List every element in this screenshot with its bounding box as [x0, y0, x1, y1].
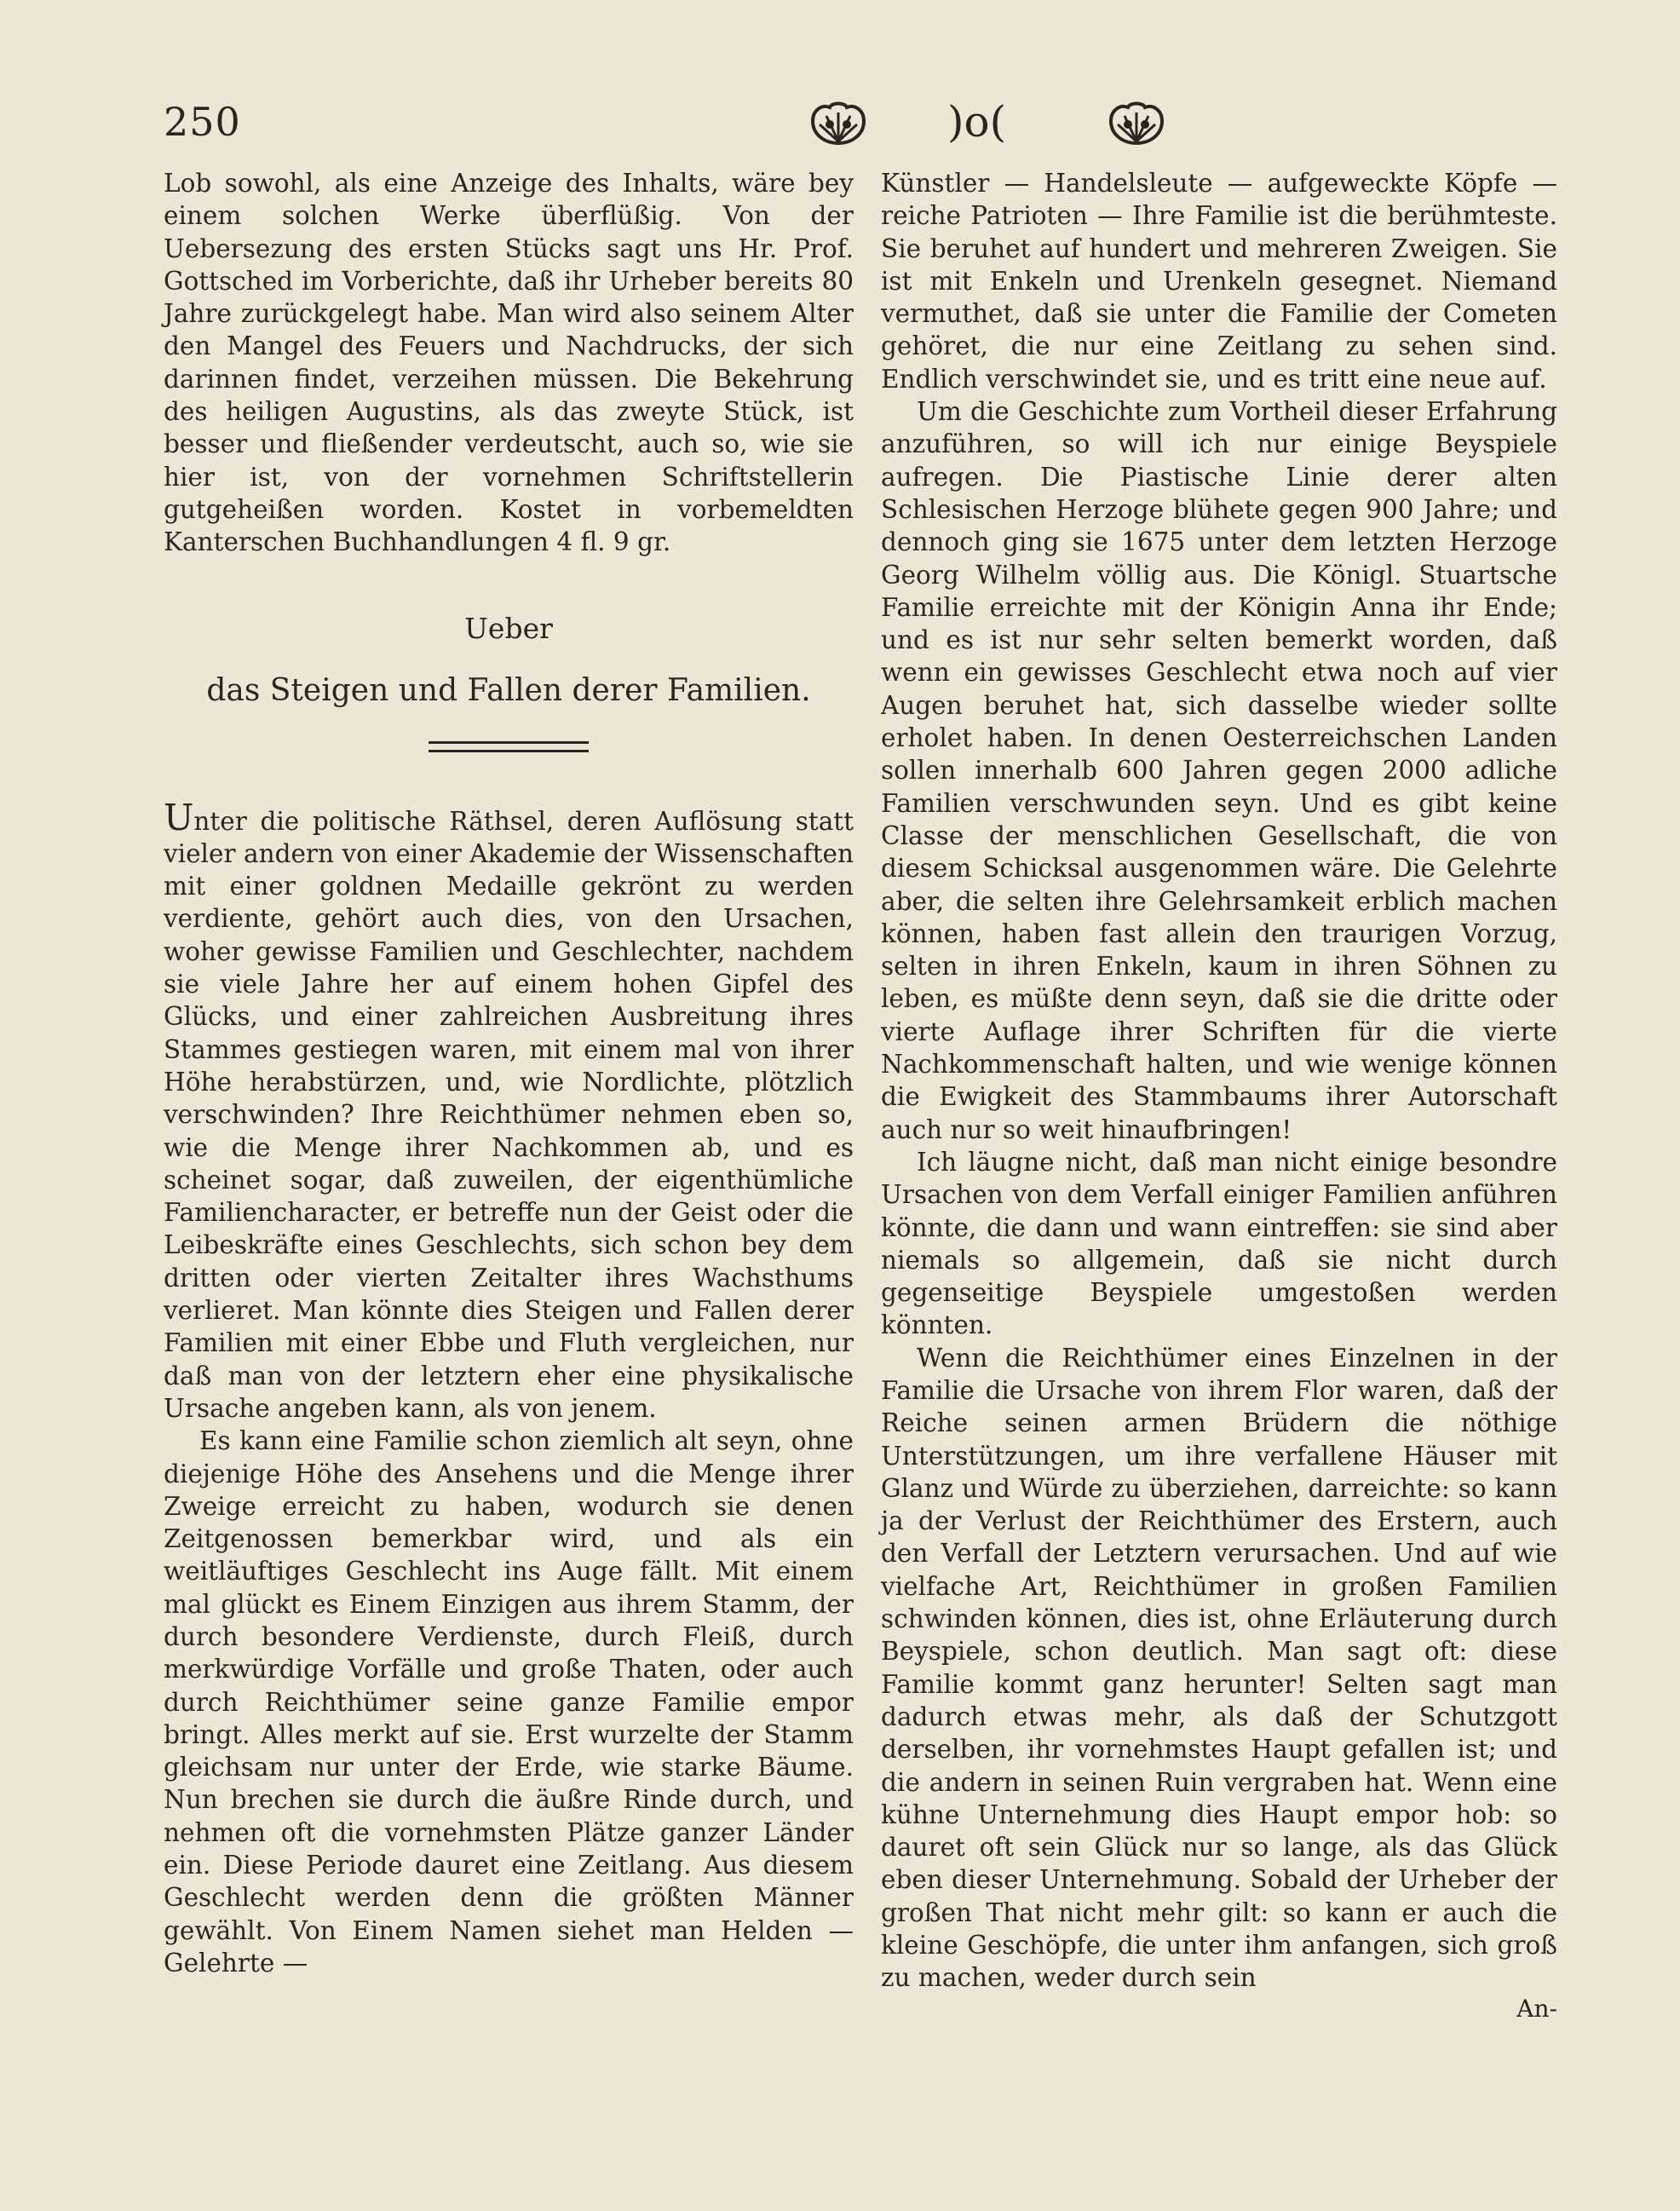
paragraph-wealth: Wenn die Reichthümer eines Einzelnen in der Familie die Ursache von ihrem Flor waren, daß der Reiche seinen armen Brüdern die nöthige Unterstützungen, um ihre verfallene Häuser mit Glanz und Würde zu überziehen, darreichte: so kann ja der Verlust der Reichthümer des Erstern, auch den Verfall der Letztern verursachen. Und auf wie vielfache Art, Reichthümer in großen Familien schwinden können, dies ist, ohne Erläuterung durch Beyspiele, schon deutlich. Man sagt oft: diese Familie kommt ganz herunter! Selten sagt man dadurch etwas mehr, als daß der Schutzgott derselben, ihr vornehmstes Haupt gefallen ist; und die andern in seinen Ruin vergraben hat. Wenn eine kühne Unternehmung dies Haupt empor hob: so dauret oft sein Glück nur so lange, als das Glück eben dieser Unternehmung. Sobald der Urheber der großen That nicht mehr gilt: so kann er auch die kleine Geschöpfe, die unter ihm anfangen, sich groß zu machen, weder durch sein: [881, 1343, 1557, 1993]
paragraph-family-rise: Es kann eine Familie schon ziemlich alt seyn, ohne diejenige Höhe des Ansehens und die Menge ihrer Zweige erreicht zu haben, wodurch sie denen Zeitgenossen bemerkbar wird, und als ein weitläuftiges Geschlecht ins Auge fällt. Mit einem mal glückt es Einem Einzigen aus ihrem Stamm, der durch besondere Verdienste, durch Fleiß, durch merkwürdige Vorfälle und große Thaten, oder auch durch Reichthümer seine ganze Familie empor bringt. Alles merkt auf sie. Erst wurzelte der Stamm gleichsam nur unter der Erde, wie starke Bäume. Nun brechen sie durch die äußre Rinde durch, und nehmen oft die vornehmsten Plätze ganzer Länder ein. Diese Periode dauret eine Zeitlang. Aus diesem Geschlecht werden denn die größten Männer gewählt. Von Einem Namen siehet man Helden — Gelehrte —: [164, 1426, 854, 1978]
right-column: [881, 167, 1557, 2029]
header-ornaments: [663, 95, 1182, 155]
catchword: An-: [1516, 1994, 1557, 2023]
page-number: 250: [164, 99, 241, 145]
page-header: [152, 95, 1549, 155]
paragraph-examples: Um die Geschichte zum Vortheil dieser Erfahrung anzuführen, so will ich nur einige Beyspiele aufregen. Die Piastische Linie derer alten Schlesischen Herzoge blühete gegen 900 Jahre; und dennoch ging sie 1675 unter dem letzten Herzoge Georg Wilhelm völlig aus. Die Königl. Stuartsche Familie erreichte mit der Königin Anna ihr Ende; und es ist nur sehr selten bemerkt worden, daß wenn ein gewisses Geschlecht etwa noch auf vier Augen beruhet hat, sich dasselbe wieder sollte erholet haben. In denen Oesterreichschen Landen sollen innerhalb 600 Jahren gegen 2000 adliche Familien verschwunden seyn. Und es gibt keine Classe der menschlichen Gesellschaft, die von diesem Schicksal ausgenommen wäre. Die Gelehrte aber, die selten ihre Gelehrsamkeit erblich machen können, haben fast allein den traurigen Vorzug, selten in ihren Enkeln, kaum in ihren Söhnen zu leben, es müßte denn seyn, daß sie die dritte oder vierte Auflage ihrer Schriften für die vierte Nachkommenschaft halten, und wie wenige können die Ewigkeit des Stammbaums ihrer Autorschaft auch nur so weit hinaufbringen!: [881, 397, 1557, 1144]
paragraph-review-end: Lob sowohl, als eine Anzeige des Inhalts, wäre bey einem solchen Werke überflüßig. Von der Uebersezung des ersten Stücks sagt uns Hr. Prof. Gottsched im Vorberichte, daß ihr Urheber bereits 80 Jahre zurückgelegt habe. Man wird also seinem Alter den Mangel des Feuers und Nachdrucks, der sich darinnen findet, verzeihen müssen. Die Bekehrung des heiligen Augustins, als das zweyte Stück, ist besser und fließender verdeutscht, auch so, wie sie hier ist, von der vornehmen Schriftstellerin gutgeheißen worden. Kostet in vorbemeldten Kanterschen Buchhandlungen 4 fl. 9 gr.: [164, 169, 854, 557]
article-heading-line-2: das Steigen und Fallen derer Familien.: [206, 672, 811, 708]
left-column: [164, 167, 854, 1979]
paragraph-intro: Unter die politische Räthsel, deren Auflösung statt vieler andern von einer Akademie der Wissenschaften mit einer goldnen Medaille gekrönt zu werden verdiente, gehört auch dies, von den Ursachen, woher gewisse Familien und Geschlechter, nachdem sie viele Jahre her auf einem hohen Gipfel des Glücks, und einer zahlreichen Ausbreitung ihres Stammes gestiegen waren, mit einem mal von ihrer Höhe herabstürzen, und, wie Nordlichte, plötzlich verschwinden? Ihre Reichthümer nehmen eben so, wie die Menge ihrer Nachkommen ab, und es scheinet sogar, daß zuweilen, der eigenthümliche Familiencharacter, er betreffe nun der Geist oder die Leibeskräfte eines Geschlechts, sich schon bey dem dritten oder vierten Zeitalter ihres Wachsthums verlieret. Man könnte dies Steigen und Fallen derer Familien mit einer Ebbe und Fluth vergleichen, nur daß man von der letztern eher eine physikalische Ursache angeben kann, als von jenem.: [164, 796, 854, 1423]
article-heading-line-1: Ueber: [464, 611, 553, 645]
paragraph-continuation: Künstler — Handelsleute — aufgeweckte Köpfe — reiche Patrioten — Ihre Familie ist die berühmteste. Sie beruhet auf hundert und mehreren Zweigen. Sie ist mit Enkeln und Urenkeln gesegnet. Niemand vermuthet, daß sie unter die Familie der Cometen gehöret, die nur eine Zeitlang zu sehen sind. Endlich verschwindet sie, und es tritt eine neue auf.: [881, 169, 1557, 394]
shell-ornament-icon: [1106, 99, 1167, 147]
heading-divider: [429, 741, 589, 752]
paragraph-causes: Ich läugne nicht, daß man nicht einige besondre Ursachen von dem Verfall einiger Familien anführen könnte, die dann und wann eintreffen: sie sind aber niemals so allgemein, daß sie nicht durch gegenseitige Beyspiele umgestoßen werden könnten.: [881, 1147, 1557, 1340]
shell-ornament-icon: [808, 99, 869, 147]
center-ornament: )o(: [947, 97, 1007, 147]
